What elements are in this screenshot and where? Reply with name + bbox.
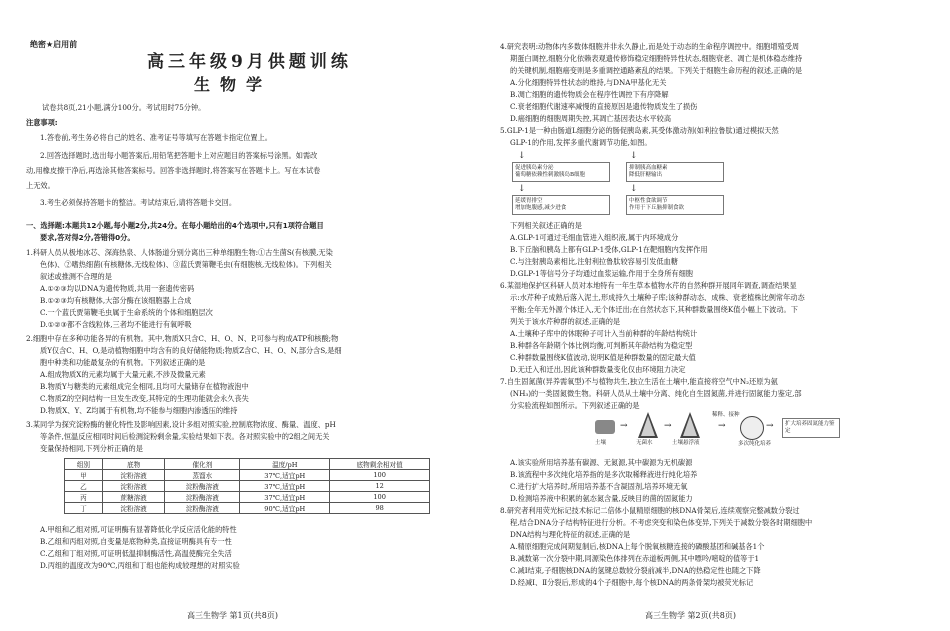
- option-line: B.物质Y与糖类的元素组成完全相同,且均可大量储存在植物液泡中: [40, 382, 249, 391]
- flow-box: [512, 162, 610, 182]
- page-footer: 高三生物学 第2页(共8页): [645, 611, 736, 620]
- figure-label: 无菌水: [636, 440, 653, 446]
- option-line: D.物质X、Y、Z均属于有机物,均不能参与细胞内渗透压的维持: [40, 406, 238, 415]
- option-line: B.①②③均有核糖体,大部分酶在该细胞器上合成: [40, 296, 192, 305]
- flask-icon: [680, 412, 700, 438]
- table-cell: 蒸馏水: [165, 470, 240, 481]
- table-cell: 12: [330, 481, 430, 492]
- option-line: A.精原细胞完成间期复制后,核DNA上每个脱氧核糖连接的磷酸基团和碱基各1个: [510, 542, 765, 551]
- question-line: 等条件,恒温反应相同时间后检测淀粉剩余量,实验结果如下表。各对照实验中的2组之间无关: [40, 432, 330, 441]
- question-line: 7.自生固氮菌(异养需氧型)不与植物共生,独立生活在土壤中,能直接将空气中N₂还原为氨: [500, 377, 778, 386]
- table-header: 底物剩余相对值: [330, 459, 430, 470]
- down-arrow-icon: ↓: [630, 151, 638, 161]
- question-line: 胞中种类和功能最复杂的有机物。下列叙述正确的是: [40, 358, 206, 367]
- question-line: 5.GLP-1是一种由肠道L细胞分泌的肠促胰岛素,其受体激动剂(如利拉鲁肽)通过模拟天然: [500, 126, 779, 135]
- question-line: 的关键机制,细胞癌变则是多重调控通路紊乱的结果。下列关于细胞生命历程的叙述,正确的是: [510, 66, 803, 75]
- option-line: D.癌细胞的细胞周期失控,其凋亡基因表达水平较高: [510, 114, 672, 123]
- question-line: 8.研究者利用荧光标记技术标记二倍体小鼠精原细胞的核DNA骨架后,连续观察完整减数分裂过: [500, 506, 800, 515]
- table-row: [65, 470, 430, 481]
- option-line: C.乙组和丁组对照,可证明低温抑制酶活性,高温使酶完全失活: [40, 549, 232, 558]
- table-header: 组别: [65, 459, 103, 470]
- option-line: C.种群数量围绕K值波动,说明K值是种群数量的固定最大值: [510, 353, 696, 362]
- figure-label: 稀释、接种: [712, 412, 740, 418]
- flow-box: [626, 162, 724, 182]
- question-line: 变量保持相同,下列分析正确的是: [40, 444, 143, 453]
- experiment-table: [64, 458, 430, 514]
- question-line: 期蛋白调控,细胞分化依赖表观遗传修饰稳定细胞特异性状态,细胞衰老、凋亡是机体稳态维持: [510, 54, 803, 63]
- table-header: 温度/pH: [240, 459, 330, 470]
- section-heading: 一、选择题:本题共12小题,每小题2分,共24分。在每小题给出的4个选项中,只有1项符合题目: [26, 221, 324, 230]
- flow-box-text: 葡萄糖依赖性刺激胰岛B细胞: [515, 172, 586, 178]
- option-line: C.与注射胰岛素相比,注射利拉鲁肽较容易引发低血糖: [510, 257, 678, 266]
- table-cell: 乙: [65, 481, 103, 492]
- option-line: D.丙组的温度改为90℃,丙组和丁组也能构成较理想的对照实验: [40, 561, 240, 570]
- exam-title: 高三年级9月供题训练: [147, 52, 352, 72]
- right-arrow-icon: →: [718, 421, 726, 431]
- flow-box-title: 促进胰岛素分泌: [515, 165, 554, 171]
- note-line: 1.答卷前,考生务必将自己的姓名、准考证号等填写在答题卡指定位置上。: [40, 133, 272, 142]
- option-line: B.该流程中多次纯化培养指的是多次取稀释液进行纯化培养: [510, 470, 698, 479]
- note-line: 动,用橡皮擦干净后,再选涂其他答案标号。回答非选择题时,将答案写在答题卡上。写在本试卷: [26, 166, 321, 175]
- identification-box: 扩大培养固氮能力鉴定: [782, 418, 840, 438]
- question-line: 3.某同学为探究淀粉酶的催化特性及影响因素,设计多组对照实验,控制底物浓度、酶量、温度、pH: [26, 420, 336, 429]
- table-cell: 98: [330, 503, 430, 514]
- table-cell: 淀粉酶溶液: [165, 492, 240, 503]
- secret-label: 绝密★启用前: [30, 40, 78, 49]
- table-cell: 37℃,适宜pH: [240, 470, 330, 481]
- exam-info: 试卷共8页,21小题,满分100分。考试用时75分钟。: [42, 103, 206, 112]
- option-line: D.无迁入和迁出,因此该种群数量变化仅由环境阻力决定: [510, 365, 686, 374]
- question-line: 4.研究表明:动物体内多数体细胞并非永久静止,而是处于动态的生命程序调控中。细胞增殖受周: [500, 42, 800, 51]
- petri-dish-icon: [740, 416, 764, 440]
- option-line: B.乙组和丙组对照,自变量是底物种类,直接证明酶具有专一性: [40, 537, 232, 546]
- option-line: A.GLP-1可通过毛细血管进入组织液,属于内环境成分: [510, 233, 679, 242]
- flow-box-text: 作用于下丘脑抑制食欲: [629, 205, 685, 211]
- down-arrow-icon: ↓: [630, 184, 638, 194]
- table-header: 催化剂: [165, 459, 240, 470]
- figure-label: 土壤悬浮液: [672, 440, 700, 446]
- option-line: B.凋亡细胞的遗传物质会在程序性调控下有序降解: [510, 90, 669, 99]
- question-line: 下列相关叙述正确的是: [510, 221, 582, 230]
- question-line: 列关于该水芹种群的叙述,正确的是: [510, 317, 621, 326]
- table-cell: 37℃,适宜pH: [240, 492, 330, 503]
- table-cell: 蔗糖溶液: [102, 492, 165, 503]
- table-cell: 丁: [65, 503, 103, 514]
- option-line: A.该实验所用培养基有碳源、无氮源,其中碳源为无机碳源: [510, 458, 693, 467]
- page-footer: 高三生物学 第1页(共8页): [187, 611, 278, 620]
- note-line: 上无效。: [26, 181, 55, 190]
- question-line: 6.某湿地保护区科研人员对本地特有一年生草本植物水芹的自然种群开展同年调查,调查结果显: [500, 281, 797, 290]
- question-line: 平衡;全年无外源个体迁入,无个体迁出;在自然状态下,其种群数量围绕K值小幅上下波动。下: [510, 305, 798, 314]
- note-line: 3.考生必须保持答题卡的整洁。考试结束后,请将答题卡交回。: [40, 198, 237, 207]
- table-row: [65, 481, 430, 492]
- table-cell: 100: [330, 470, 430, 481]
- flow-box-title: 延缓胃排空: [515, 198, 543, 204]
- right-arrow-icon: →: [620, 421, 628, 431]
- table-cell: 淀粉溶液: [102, 470, 165, 481]
- option-line: C.一个蓝氏贾第鞭毛虫属于生命系统的个体和细胞层次: [40, 308, 213, 317]
- question-line: 程,结合DNA分子结构特征进行分析。不考虑突变和染色体变异,下列关于减数分裂各时期细胞中: [510, 518, 813, 527]
- option-line: A.组成物质X的元素均属于大量元素,不涉及微量元素: [40, 370, 206, 379]
- option-line: A.①②③均以DNA为遗传物质,共用一套遗传密码: [40, 284, 195, 293]
- flow-box: [626, 195, 724, 215]
- question-line: 叙述或推测不合理的是: [40, 272, 112, 281]
- flow-box-title: 中枢性食欲调节: [629, 198, 668, 204]
- table-cell: 淀粉溶液: [102, 503, 165, 514]
- table-cell: 淀粉溶液: [102, 481, 165, 492]
- question-line: 2.细胞中存在多种功能各异的有机物。其中,物质X只含C、H、O、N、P,可参与构成ATP和核酸;物: [26, 334, 339, 343]
- option-line: D.经减Ⅰ、Ⅱ分裂后,形成的4个子细胞中,每个核DNA的两条骨架均被荧光标记: [510, 578, 754, 587]
- figure-label: 多次纯化培养: [738, 441, 772, 447]
- table-cell: 丙: [65, 492, 103, 503]
- option-line: A.分化细胞特异性状态的维持,与DNA甲基化无关: [510, 78, 667, 87]
- right-arrow-icon: →: [664, 421, 672, 431]
- table-cell: 淀粉酶溶液: [165, 503, 240, 514]
- question-line: 示:水芹种子成熟后落入泥土,形成持久土壤种子库;该种群动态、成株、衰老植株比例常年动态: [510, 293, 805, 302]
- section-heading: 要求,答对得2分,答错得0分。: [40, 233, 135, 242]
- right-arrow-icon: →: [766, 421, 774, 431]
- option-line: A.土壤种子库中的休眠种子可计入当前种群的年龄结构统计: [510, 329, 698, 338]
- soil-sample-icon: [595, 420, 615, 434]
- option-line: D.检测培养液中积累的氨态氮含量,反映目的菌的固氮能力: [510, 494, 693, 503]
- subject-title: 生物学: [194, 75, 273, 94]
- flow-box-text: 增加饱腹感,减少进食: [515, 205, 567, 211]
- down-arrow-icon: ↓: [518, 184, 526, 194]
- table-cell: 90℃,适宜pH: [240, 503, 330, 514]
- table-cell: 甲: [65, 470, 103, 481]
- flow-box-text: 降低肝糖输出: [629, 172, 663, 178]
- question-line: 质Y仅含C、H、O,是动植物细胞中均含有的良好储能物质;物质Z含C、H、O、N,部分含S,是细: [40, 346, 342, 355]
- option-line: B.减数第一次分裂中期,同源染色体排列在赤道板两侧,其中嘌呤/嘧啶的值等于1: [510, 554, 760, 563]
- flow-box: [512, 195, 610, 215]
- down-arrow-icon: ↓: [518, 151, 526, 161]
- notes-heading: 注意事项:: [26, 118, 58, 127]
- option-line: D.①②③都不含线粒体,三者均不能进行有氧呼吸: [40, 320, 192, 329]
- option-line: C.减Ⅰ结束,子细胞核DNA的氢键总数较分裂前减半,DNA的热稳定性也随之下降: [510, 566, 761, 575]
- table-cell: 100: [330, 492, 430, 503]
- table-cell: 37℃,适宜pH: [240, 481, 330, 492]
- figure-label: 土壤: [595, 440, 607, 446]
- option-line: B.种群各年龄期个体比例均衡,可判断其年龄结构为稳定型: [510, 341, 693, 350]
- option-line: B.下丘脑和胰岛上都有GLP-1受体,GLP-1在靶细胞内发挥作用: [510, 245, 708, 254]
- option-line: C.进行扩大培养时,所用培养基不含凝固剂,培养环境无氧: [510, 482, 688, 491]
- question-line: 1.科研人员从极地冰芯、深海热泉、人体肠道分别分离出三种单细胞生物:①古生菌S(有核膜,无染: [26, 248, 333, 257]
- question-line: (NH₃)的一类固氮微生物。科研人员从土壤中分离、纯化自生固氮菌,并进行固氮能力鉴定,部: [510, 389, 802, 398]
- note-line: 2.回答选择题时,选出每小题答案后,用铅笔把答题卡上对应题目的答案标号涂黑。如需改: [40, 151, 318, 160]
- option-line: D.GLP-1等信号分子均通过血浆运输,作用于全身所有细胞: [510, 269, 693, 278]
- option-line: A.甲组和乙组对照,可证明酶有显著降低化学反应活化能的特性: [40, 525, 237, 534]
- table-header: 底物: [102, 459, 165, 470]
- question-line: 色体)、②嗜热细菌(有核糖体,无线粒体)、③蓝氏贾第鞭毛虫(有细胞核,无线粒体)。下列相关: [40, 260, 332, 269]
- question-line: GLP-1的作用,发挥多重代谢调节功能,如图。: [510, 138, 652, 147]
- option-line: C.物质Z的空间结构一旦发生改变,其特定的生理功能就会永久丧失: [40, 394, 249, 403]
- option-line: C.衰老细胞代谢速率减慢的直接原因是遗传物质发生了损伤: [510, 102, 698, 111]
- question-line: 分实验流程如图所示。下列叙述正确的是: [510, 401, 640, 410]
- flask-icon: [638, 412, 658, 438]
- table-cell: 淀粉酶溶液: [165, 481, 240, 492]
- table-row: [65, 492, 430, 503]
- flow-box-title: 抑制胰高血糖素: [629, 165, 668, 171]
- question-line: DNA结构与理化特征的叙述,正确的是: [510, 530, 631, 539]
- table-header-row: [65, 459, 430, 470]
- table-row: [65, 503, 430, 514]
